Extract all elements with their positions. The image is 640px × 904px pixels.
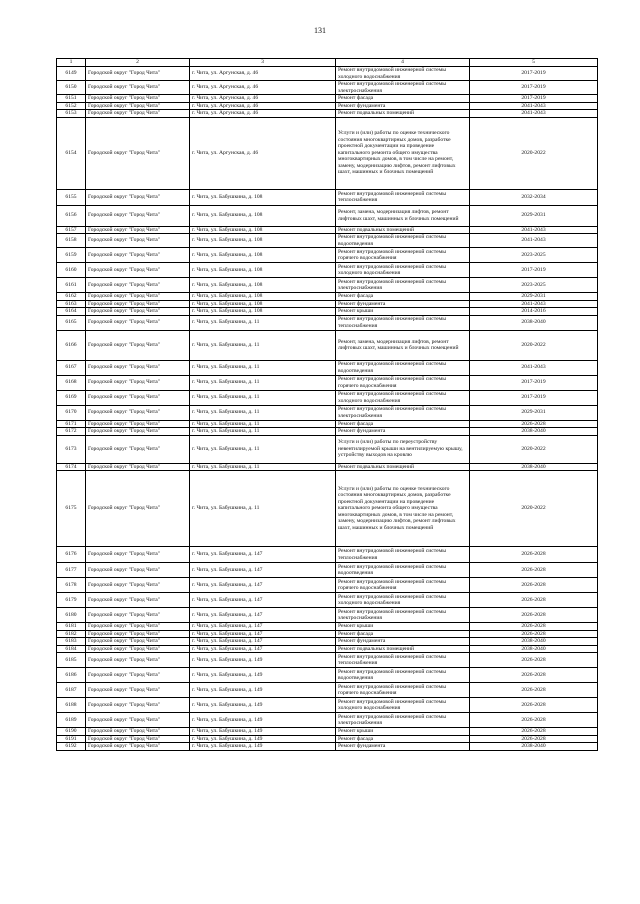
address-cell: г. Чита, ул. Бабушкина, д. 108 (190, 226, 336, 234)
column-header-2: 2 (86, 59, 190, 67)
row-number-cell: 6162 (57, 293, 86, 301)
row-number-cell: 6181 (57, 623, 86, 631)
address-cell: г. Чита, ул. Бабушкина, д. 149 (190, 683, 336, 698)
table-row (57, 683, 598, 698)
table-row (57, 728, 598, 736)
municipality-cell: Городской округ "Город Чита" (86, 735, 190, 743)
municipality-cell: Городской округ "Город Чита" (86, 248, 190, 263)
work-type-cell: Ремонт внутридомовой инженерной системы теплоснабжения (336, 189, 470, 205)
municipality-cell: Городской округ "Город Чита" (86, 463, 190, 471)
table-row (57, 653, 598, 668)
table-body (57, 67, 598, 751)
row-number-cell: 6173 (57, 435, 86, 463)
municipality-cell: Городской округ "Город Чита" (86, 713, 190, 728)
municipality-cell: Городской округ "Город Чита" (86, 420, 190, 428)
period-cell: 2026-2028 (470, 563, 598, 578)
address-cell: г. Чита, ул. Бабушкина, д. 149 (190, 735, 336, 743)
work-type-cell: Ремонт внутридомовой инженерной системы электроснабжения (336, 608, 470, 623)
address-cell: г. Чита, ул. Бабушкина, д. 108 (190, 248, 336, 263)
table-row (57, 547, 598, 563)
address-cell: г. Чита, ул. Аргунская, д. 46 (190, 81, 336, 95)
row-number-cell: 6183 (57, 638, 86, 646)
column-header-3: 3 (190, 59, 336, 67)
row-number-cell: 6192 (57, 743, 86, 751)
work-type-cell: Ремонт внутридомовой инженерной системы электроснабжения (336, 405, 470, 420)
address-cell: г. Чита, ул. Бабушкина, д. 149 (190, 743, 336, 751)
work-type-cell: Ремонт внутридомовой инженерной системы электроснабжения (336, 713, 470, 728)
address-cell: г. Чита, ул. Бабушкина, д. 11 (190, 360, 336, 375)
work-type-cell: Ремонт внутридомовой инженерной системы водоотведения (336, 668, 470, 683)
municipality-cell: Городской округ "Город Чита" (86, 653, 190, 668)
municipality-cell: Городской округ "Город Чита" (86, 81, 190, 95)
period-cell: 2014-2016 (470, 308, 598, 316)
address-cell: г. Чита, ул. Бабушкина, д. 11 (190, 315, 336, 330)
work-type-cell: Ремонт внутридомовой инженерной системы электроснабжения (336, 81, 470, 95)
table-row (57, 248, 598, 263)
work-type-cell: Ремонт крыши (336, 308, 470, 316)
address-cell: г. Чита, ул. Бабушкина, д. 149 (190, 698, 336, 713)
row-number-cell: 6165 (57, 315, 86, 330)
period-cell: 2026-2028 (470, 713, 598, 728)
row-number-cell: 6164 (57, 308, 86, 316)
table-row (57, 428, 598, 436)
period-cell: 2032-2034 (470, 189, 598, 205)
address-cell: г. Чита, ул. Бабушкина, д. 108 (190, 189, 336, 205)
period-cell: 2026-2028 (470, 630, 598, 638)
table-row (57, 81, 598, 95)
work-type-cell: Ремонт внутридомовой инженерной системы теплоснабжения (336, 547, 470, 563)
address-cell: г. Чита, ул. Бабушкина, д. 11 (190, 463, 336, 471)
period-cell: 2029-2031 (470, 405, 598, 420)
period-cell: 2038-2040 (470, 638, 598, 646)
municipality-cell: Городской округ "Город Чита" (86, 668, 190, 683)
table-row (57, 189, 598, 205)
row-number-cell: 6172 (57, 428, 86, 436)
municipality-cell: Городской округ "Город Чита" (86, 293, 190, 301)
page-number: 131 (314, 26, 326, 35)
municipality-cell: Городской округ "Город Чита" (86, 593, 190, 608)
municipality-cell: Городской округ "Город Чита" (86, 578, 190, 593)
period-cell: 2041-2043 (470, 110, 598, 118)
period-cell: 2020-2022 (470, 471, 598, 547)
work-type-cell: Ремонт фундамента (336, 428, 470, 436)
period-cell: 2041-2043 (470, 360, 598, 375)
table-row (57, 638, 598, 646)
address-cell: г. Чита, ул. Аргунская, д. 46 (190, 117, 336, 189)
table-row (57, 563, 598, 578)
row-number-cell: 6152 (57, 102, 86, 110)
table-row (57, 593, 598, 608)
work-type-cell: Ремонт крыши (336, 728, 470, 736)
row-number-cell: 6189 (57, 713, 86, 728)
work-type-cell: Ремонт подвальных помещений (336, 645, 470, 653)
period-cell: 2023-2025 (470, 278, 598, 293)
municipality-cell: Городской округ "Город Чита" (86, 278, 190, 293)
work-type-cell: Ремонт подвальных помещений (336, 110, 470, 118)
table-row (57, 360, 598, 375)
work-type-cell: Ремонт внутридомовой инженерной системы водоотведения (336, 234, 470, 248)
municipality-cell: Городской округ "Город Чита" (86, 645, 190, 653)
address-cell: г. Чита, ул. Аргунская, д. 46 (190, 110, 336, 118)
address-cell: г. Чита, ул. Бабушкина, д. 108 (190, 278, 336, 293)
municipality-cell: Городской округ "Город Чита" (86, 102, 190, 110)
address-cell: г. Чита, ул. Бабушкина, д. 108 (190, 293, 336, 301)
work-type-cell: Ремонт фасада (336, 95, 470, 103)
work-type-cell: Ремонт, замена, модернизация лифтов, ремонт лифтовых шахт, машинных и блочных помещений (336, 330, 470, 360)
address-cell: г. Чита, ул. Бабушкина, д. 108 (190, 300, 336, 308)
table-row (57, 471, 598, 547)
address-cell: г. Чита, ул. Бабушкина, д. 147 (190, 563, 336, 578)
period-cell: 2017-2019 (470, 81, 598, 95)
table-row (57, 67, 598, 81)
period-cell: 2029-2031 (470, 205, 598, 226)
work-type-cell: Ремонт внутридомовой инженерной системы горячего водоснабжения (336, 375, 470, 390)
repair-schedule-table (56, 58, 598, 751)
table-row (57, 623, 598, 631)
work-type-cell: Ремонт внутридомовой инженерной системы холодного водоснабжения (336, 67, 470, 81)
column-header-1: 1 (57, 59, 86, 67)
address-cell: г. Чита, ул. Бабушкина, д. 11 (190, 375, 336, 390)
row-number-cell: 6186 (57, 668, 86, 683)
table-row (57, 405, 598, 420)
table-row (57, 463, 598, 471)
address-cell: г. Чита, ул. Бабушкина, д. 11 (190, 435, 336, 463)
table-row (57, 645, 598, 653)
work-type-cell: Услуги и (или) работы по оценке технического состояния многоквартирных домов, разработке проектной документации на проведение капитального ремонта общего имущества многоквартирных домов, в том числе на ремонт, замену, модернизацию лифтов, ремонт лифтовых шахт, машинных и блочных помещений (336, 117, 470, 189)
work-type-cell: Ремонт внутридомовой инженерной системы теплоснабжения (336, 653, 470, 668)
period-cell: 2026-2028 (470, 698, 598, 713)
table-row (57, 234, 598, 248)
address-cell: г. Чита, ул. Бабушкина, д. 147 (190, 578, 336, 593)
table-row (57, 743, 598, 751)
work-type-cell: Ремонт внутридомовой инженерной системы горячего водоснабжения (336, 248, 470, 263)
municipality-cell: Городской округ "Город Чита" (86, 728, 190, 736)
row-number-cell: 6154 (57, 117, 86, 189)
table-row (57, 300, 598, 308)
table-row (57, 117, 598, 189)
table-row (57, 735, 598, 743)
work-type-cell: Ремонт внутридомовой инженерной системы электроснабжения (336, 278, 470, 293)
period-cell: 2020-2022 (470, 435, 598, 463)
period-cell: 2020-2022 (470, 330, 598, 360)
address-cell: г. Чита, ул. Аргунская, д. 46 (190, 102, 336, 110)
municipality-cell: Городской округ "Город Чита" (86, 375, 190, 390)
period-cell: 2041-2043 (470, 234, 598, 248)
table-row (57, 226, 598, 234)
period-cell: 2041-2043 (470, 300, 598, 308)
period-cell: 2026-2028 (470, 735, 598, 743)
row-number-cell: 6153 (57, 110, 86, 118)
row-number-cell: 6191 (57, 735, 86, 743)
municipality-cell: Городской округ "Город Чита" (86, 360, 190, 375)
row-number-cell: 6155 (57, 189, 86, 205)
table-row (57, 293, 598, 301)
period-cell: 2026-2028 (470, 728, 598, 736)
row-number-cell: 6187 (57, 683, 86, 698)
address-cell: г. Чита, ул. Бабушкина, д. 108 (190, 263, 336, 278)
table-row (57, 608, 598, 623)
work-type-cell: Ремонт внутридомовой инженерной системы холодного водоснабжения (336, 263, 470, 278)
period-cell: 2038-2040 (470, 645, 598, 653)
row-number-cell: 6190 (57, 728, 86, 736)
municipality-cell: Городской округ "Город Чита" (86, 630, 190, 638)
work-type-cell: Ремонт внутридомовой инженерной системы горячего водоснабжения (336, 578, 470, 593)
address-cell: г. Чита, ул. Бабушкина, д. 11 (190, 405, 336, 420)
period-cell: 2026-2028 (470, 593, 598, 608)
row-number-cell: 6182 (57, 630, 86, 638)
table-row (57, 315, 598, 330)
column-header-4: 4 (336, 59, 470, 67)
work-type-cell: Ремонт, замена, модернизация лифтов, ремонт лифтовых шахт, машинных и блочных помещений (336, 205, 470, 226)
work-type-cell: Ремонт внутридомовой инженерной системы водоотведения (336, 360, 470, 375)
period-cell: 2038-2040 (470, 743, 598, 751)
row-number-cell: 6151 (57, 95, 86, 103)
municipality-cell: Городской округ "Город Чита" (86, 435, 190, 463)
row-number-cell: 6160 (57, 263, 86, 278)
row-number-cell: 6159 (57, 248, 86, 263)
period-cell: 2026-2028 (470, 683, 598, 698)
table-row (57, 435, 598, 463)
table-row (57, 713, 598, 728)
municipality-cell: Городской округ "Город Чита" (86, 263, 190, 278)
row-number-cell: 6149 (57, 67, 86, 81)
row-number-cell: 6158 (57, 234, 86, 248)
address-cell: г. Чита, ул. Бабушкина, д. 149 (190, 668, 336, 683)
municipality-cell: Городской округ "Город Чита" (86, 428, 190, 436)
address-cell: г. Чита, ул. Бабушкина, д. 147 (190, 638, 336, 646)
period-cell: 2017-2019 (470, 263, 598, 278)
address-cell: г. Чита, ул. Бабушкина, д. 11 (190, 471, 336, 547)
table-row (57, 375, 598, 390)
address-cell: г. Чита, ул. Бабушкина, д. 149 (190, 653, 336, 668)
address-cell: г. Чита, ул. Бабушкина, д. 11 (190, 420, 336, 428)
work-type-cell: Ремонт фасада (336, 293, 470, 301)
period-cell: 2038-2040 (470, 315, 598, 330)
work-type-cell: Ремонт крыши (336, 623, 470, 631)
row-number-cell: 6156 (57, 205, 86, 226)
period-cell: 2041-2043 (470, 226, 598, 234)
work-type-cell: Ремонт фундамента (336, 102, 470, 110)
address-cell: г. Чита, ул. Бабушкина, д. 11 (190, 390, 336, 405)
period-cell: 2026-2028 (470, 547, 598, 563)
period-cell: 2029-2031 (470, 293, 598, 301)
table-row (57, 110, 598, 118)
work-type-cell: Ремонт подвальных помещений (336, 463, 470, 471)
period-cell: 2041-2043 (470, 102, 598, 110)
row-number-cell: 6161 (57, 278, 86, 293)
address-cell: г. Чита, ул. Бабушкина, д. 149 (190, 713, 336, 728)
period-cell: 2038-2040 (470, 428, 598, 436)
table-row (57, 278, 598, 293)
municipality-cell: Городской округ "Город Чита" (86, 234, 190, 248)
period-cell: 2023-2025 (470, 248, 598, 263)
municipality-cell: Городской округ "Город Чита" (86, 743, 190, 751)
municipality-cell: Городской округ "Город Чита" (86, 308, 190, 316)
row-number-cell: 6178 (57, 578, 86, 593)
table-row (57, 698, 598, 713)
address-cell: г. Чита, ул. Бабушкина, д. 11 (190, 428, 336, 436)
table-row (57, 330, 598, 360)
period-cell: 2026-2028 (470, 608, 598, 623)
municipality-cell: Городской округ "Город Чита" (86, 547, 190, 563)
table-row (57, 308, 598, 316)
period-cell: 2017-2019 (470, 390, 598, 405)
table-row (57, 390, 598, 405)
period-cell: 2017-2019 (470, 67, 598, 81)
row-number-cell: 6179 (57, 593, 86, 608)
row-number-cell: 6168 (57, 375, 86, 390)
municipality-cell: Городской округ "Город Чита" (86, 300, 190, 308)
work-type-cell: Ремонт внутридомовой инженерной системы холодного водоснабжения (336, 593, 470, 608)
period-cell: 2026-2028 (470, 668, 598, 683)
municipality-cell: Городской округ "Город Чита" (86, 110, 190, 118)
column-header-5: 5 (470, 59, 598, 67)
row-number-cell: 6163 (57, 300, 86, 308)
period-cell: 2038-2040 (470, 463, 598, 471)
municipality-cell: Городской округ "Город Чита" (86, 189, 190, 205)
row-number-cell: 6170 (57, 405, 86, 420)
address-cell: г. Чита, ул. Бабушкина, д. 147 (190, 547, 336, 563)
work-type-cell: Ремонт внутридомовой инженерной системы холодного водоснабжения (336, 698, 470, 713)
period-cell: 2026-2028 (470, 653, 598, 668)
address-cell: г. Чита, ул. Бабушкина, д. 108 (190, 234, 336, 248)
municipality-cell: Городской округ "Город Чита" (86, 205, 190, 226)
municipality-cell: Городской округ "Город Чита" (86, 698, 190, 713)
work-type-cell: Ремонт фасада (336, 420, 470, 428)
table-row (57, 420, 598, 428)
column-number-row (57, 59, 598, 67)
address-cell: г. Чита, ул. Аргунская, д. 46 (190, 67, 336, 81)
municipality-cell: Городской округ "Город Чита" (86, 563, 190, 578)
work-type-cell: Услуги и (или) работы по оценке технического состояния многоквартирных домов, разработке проектной документации на проведение капитального ремонта общего имущества многоквартирных домов, в том числе на ремонт, замену, модернизацию лифтов, ремонт лифтовых шахт, машинных и блочных помещений (336, 471, 470, 547)
work-type-cell: Ремонт внутридомовой инженерной системы горячего водоснабжения (336, 683, 470, 698)
work-type-cell: Ремонт фасада (336, 630, 470, 638)
work-type-cell: Ремонт фундамента (336, 300, 470, 308)
row-number-cell: 6175 (57, 471, 86, 547)
work-type-cell: Ремонт подвальных помещений (336, 226, 470, 234)
table-row (57, 102, 598, 110)
table-row (57, 95, 598, 103)
work-type-cell: Ремонт внутридомовой инженерной системы теплоснабжения (336, 315, 470, 330)
municipality-cell: Городской округ "Город Чита" (86, 67, 190, 81)
table-row (57, 263, 598, 278)
period-cell: 2026-2028 (470, 578, 598, 593)
municipality-cell: Городской округ "Город Чита" (86, 315, 190, 330)
work-type-cell: Ремонт фундамента (336, 638, 470, 646)
municipality-cell: Городской округ "Город Чита" (86, 608, 190, 623)
municipality-cell: Городской округ "Город Чита" (86, 405, 190, 420)
municipality-cell: Городской округ "Город Чита" (86, 623, 190, 631)
table-row (57, 630, 598, 638)
address-cell: г. Чита, ул. Бабушкина, д. 147 (190, 608, 336, 623)
address-cell: г. Чита, ул. Бабушкина, д. 149 (190, 728, 336, 736)
row-number-cell: 6174 (57, 463, 86, 471)
row-number-cell: 6177 (57, 563, 86, 578)
row-number-cell: 6167 (57, 360, 86, 375)
row-number-cell: 6166 (57, 330, 86, 360)
municipality-cell: Городской округ "Город Чита" (86, 390, 190, 405)
table-row (57, 578, 598, 593)
row-number-cell: 6176 (57, 547, 86, 563)
row-number-cell: 6185 (57, 653, 86, 668)
municipality-cell: Городской округ "Город Чита" (86, 471, 190, 547)
row-number-cell: 6184 (57, 645, 86, 653)
address-cell: г. Чита, ул. Бабушкина, д. 11 (190, 330, 336, 360)
address-cell: г. Чита, ул. Бабушкина, д. 147 (190, 645, 336, 653)
address-cell: г. Чита, ул. Бабушкина, д. 147 (190, 630, 336, 638)
address-cell: г. Чита, ул. Бабушкина, д. 147 (190, 593, 336, 608)
row-number-cell: 6188 (57, 698, 86, 713)
work-type-cell: Ремонт фундамента (336, 743, 470, 751)
row-number-cell: 6157 (57, 226, 86, 234)
municipality-cell: Городской округ "Город Чита" (86, 683, 190, 698)
municipality-cell: Городской округ "Город Чита" (86, 226, 190, 234)
row-number-cell: 6169 (57, 390, 86, 405)
address-cell: г. Чита, ул. Бабушкина, д. 108 (190, 205, 336, 226)
period-cell: 2026-2028 (470, 420, 598, 428)
period-cell: 2017-2019 (470, 375, 598, 390)
table-row (57, 668, 598, 683)
period-cell: 2026-2028 (470, 623, 598, 631)
row-number-cell: 6150 (57, 81, 86, 95)
row-number-cell: 6180 (57, 608, 86, 623)
municipality-cell: Городской округ "Город Чита" (86, 638, 190, 646)
period-cell: 2017-2019 (470, 95, 598, 103)
address-cell: г. Чита, ул. Бабушкина, д. 147 (190, 623, 336, 631)
period-cell: 2020-2022 (470, 117, 598, 189)
municipality-cell: Городской округ "Город Чита" (86, 117, 190, 189)
address-cell: г. Чита, ул. Аргунская, д. 46 (190, 95, 336, 103)
work-type-cell: Ремонт внутридомовой инженерной системы водоотведения (336, 563, 470, 578)
municipality-cell: Городской округ "Город Чита" (86, 95, 190, 103)
work-type-cell: Услуги и (или) работы по переустройству невентилируемой крыши на вентилируемую крышу, устройству выходов на кровлю (336, 435, 470, 463)
municipality-cell: Городской округ "Город Чита" (86, 330, 190, 360)
row-number-cell: 6171 (57, 420, 86, 428)
work-type-cell: Ремонт фасада (336, 735, 470, 743)
work-type-cell: Ремонт внутридомовой инженерной системы холодного водоснабжения (336, 390, 470, 405)
address-cell: г. Чита, ул. Бабушкина, д. 108 (190, 308, 336, 316)
table-row (57, 205, 598, 226)
